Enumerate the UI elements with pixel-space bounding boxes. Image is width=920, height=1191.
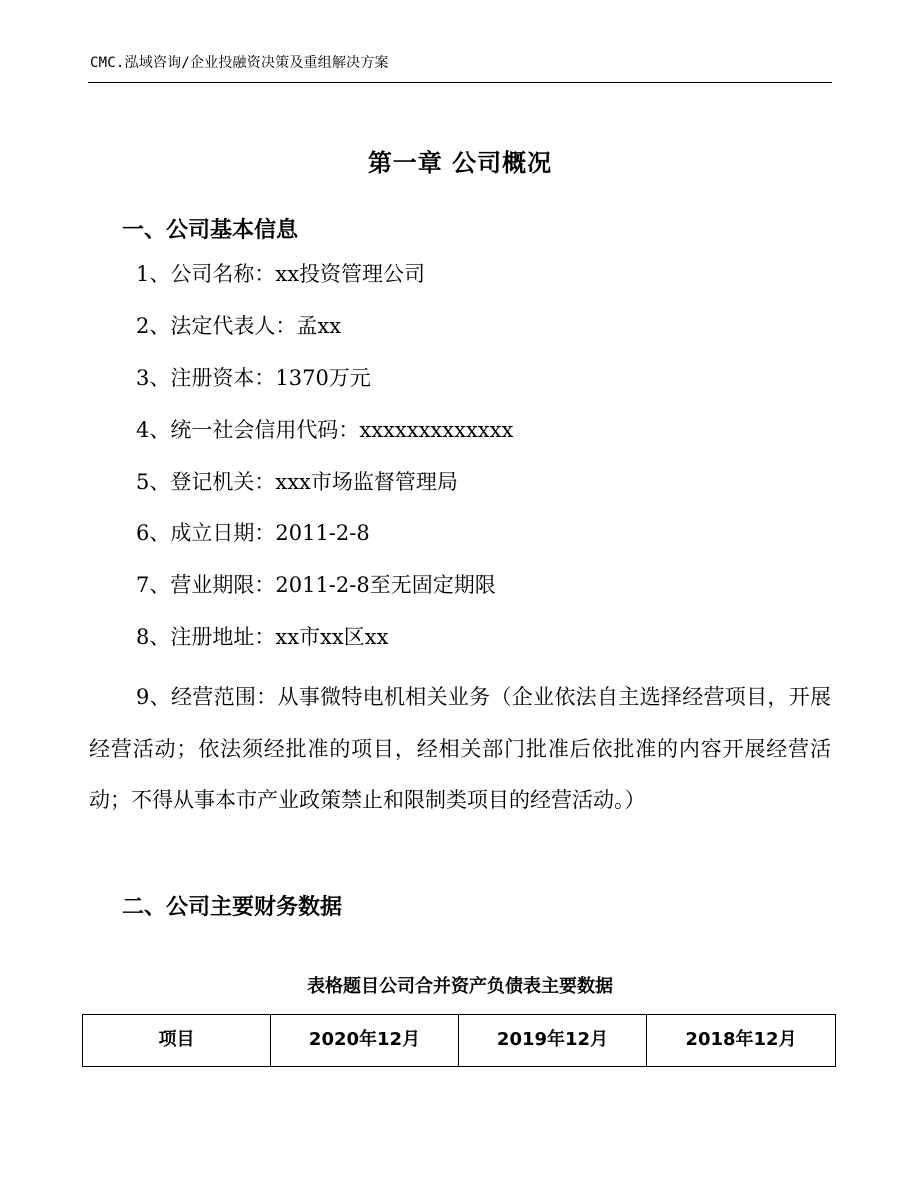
info-registered-address: 8、注册地址：xx市xx区xx	[136, 625, 389, 649]
section-heading-financial-data: 二、公司主要财务数据	[122, 895, 343, 920]
column-header-2020: 2020年12月	[271, 1015, 459, 1067]
column-header-item: 项目	[83, 1015, 271, 1067]
balance-sheet-table	[82, 1014, 836, 1067]
info-registration-authority: 5、登记机关：xxx市场监督管理局	[136, 470, 458, 494]
section-heading-company-info: 一、公司基本信息	[122, 218, 299, 243]
chapter-title: 第一章 公司概况	[367, 149, 553, 177]
column-header-2019: 2019年12月	[459, 1015, 647, 1067]
header-divider	[88, 82, 832, 83]
info-legal-representative: 2、法定代表人：孟xx	[136, 314, 342, 338]
page-header: CMC.泓域咨询/企业投融资决策及重组解决方案	[90, 55, 389, 71]
table-header-row	[83, 1015, 836, 1067]
info-registered-capital: 3、注册资本：1370万元	[136, 366, 371, 390]
info-business-scope: 9、经营范围：从事微特电机相关业务（企业依法自主选择经营项目，开展经营活动；依法须经批准的项目，经相关部门批准后依批准的内容开展经营活动；不得从事本市产业政策禁止和限制类项目的经营活动。）	[89, 685, 831, 812]
table-caption: 表格题目公司合并资产负债表主要数据	[307, 976, 613, 997]
column-header-2018: 2018年12月	[647, 1015, 836, 1067]
info-business-term: 7、营业期限：2011-2-8至无固定期限	[136, 573, 496, 597]
info-credit-code: 4、统一社会信用代码：xxxxxxxxxxxxx	[136, 418, 514, 442]
info-company-name: 1、公司名称：xx投资管理公司	[136, 262, 426, 286]
info-established-date: 6、成立日期：2011-2-8	[136, 521, 370, 545]
